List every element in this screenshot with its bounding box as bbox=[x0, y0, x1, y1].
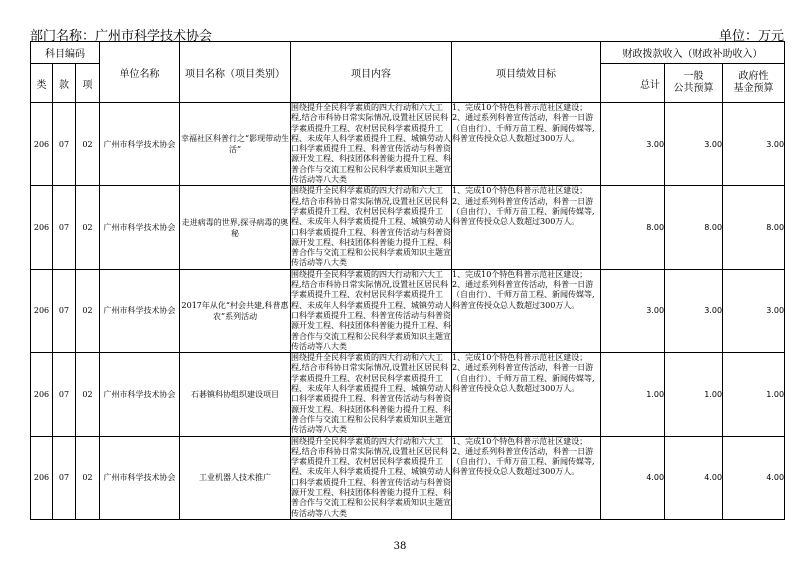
fund-budget-cell: 3.00 bbox=[723, 269, 785, 352]
table-row bbox=[31, 436, 785, 519]
lei-cell: 206 bbox=[31, 353, 53, 436]
kuan-cell: 07 bbox=[53, 436, 76, 519]
goal-cell: 1、完成10个特色科普示范社区建设；2、通过系列科普宣传活动，科普一日游（自由行）、千师万苗工程、新闻传媒等,科普宣传授众总人数超过300万人。 bbox=[452, 269, 601, 352]
xiang-cell: 02 bbox=[76, 353, 100, 436]
project-cell: 幸福社区科普行之“影现带动生活” bbox=[180, 103, 291, 186]
general-budget-header: 一般 公共预算 bbox=[665, 64, 723, 103]
kuan-cell: 07 bbox=[53, 269, 76, 352]
general-budget-cell: 8.00 bbox=[665, 186, 723, 269]
unit-cell: 广州市科学技术协会 bbox=[100, 436, 180, 519]
unit-cell: 广州市科学技术协会 bbox=[100, 269, 180, 352]
goal-cell: 1、完成10个特色科普示范社区建设；2、通过系列科普宣传活动，科普一日游（自由行）、千师万苗工程、新闻传媒等,科普宣传授众总人数超过300万人。 bbox=[452, 186, 601, 269]
unit-name-header: 单位名称 bbox=[100, 42, 180, 103]
kuan-header: 款 bbox=[53, 64, 76, 103]
project-cell: 工业机器人技术推广 bbox=[180, 436, 291, 519]
fund-budget-header: 政府性 基金预算 bbox=[723, 64, 785, 103]
unit-cell: 广州市科学技术协会 bbox=[100, 353, 180, 436]
lei-cell: 206 bbox=[31, 436, 53, 519]
fund-budget-cell: 3.00 bbox=[723, 103, 785, 186]
lei-cell: 206 bbox=[31, 103, 53, 186]
project-name-header: 项目名称（项目类别） bbox=[180, 42, 291, 103]
project-cell: 2017年从化“村会共建,科普惠农”系列活动 bbox=[180, 269, 291, 352]
table-row bbox=[31, 269, 785, 352]
total-cell: 3.00 bbox=[601, 103, 665, 186]
general-budget-cell: 1.00 bbox=[665, 353, 723, 436]
kuan-cell: 07 bbox=[53, 103, 76, 186]
general-budget-cell: 3.00 bbox=[665, 103, 723, 186]
table-row bbox=[31, 103, 785, 186]
table-row bbox=[31, 353, 785, 436]
project-goal-header: 项目绩效目标 bbox=[452, 42, 601, 103]
goal-cell: 1、完成10个特色科普示范社区建设；2、通过系列科普宣传活动，科普一日游（自由行）、千师万苗工程、新闻传媒等,科普宣传授众总人数超过300万人。 bbox=[452, 353, 601, 436]
goal-cell: 1、完成10个特色科普示范社区建设；2、通过系列科普宣传活动，科普一日游（自由行）、千师万苗工程、新闻传媒等,科普宣传授众总人数超过300万人。 bbox=[452, 103, 601, 186]
page-number: 38 bbox=[393, 541, 407, 552]
xiang-header: 项 bbox=[76, 64, 100, 103]
unit-cell: 广州市科学技术协会 bbox=[100, 186, 180, 269]
xiang-cell: 02 bbox=[76, 186, 100, 269]
table-row bbox=[31, 186, 785, 269]
fund-budget-cell: 8.00 bbox=[723, 186, 785, 269]
xiang-cell: 02 bbox=[76, 436, 100, 519]
fiscal-income-header: 财政拨款收入（财政补助收入） bbox=[601, 42, 785, 64]
department-name: 部门名称：广州市科学技术协会 bbox=[30, 29, 213, 44]
budget-table bbox=[30, 41, 785, 520]
content-cell: 围绕提升全民科学素质的四大行动和六大工程,结合市科协日常实际情况,设置社区居民科学素质提升工程、农村居民科学素质提升工程、未成年人科学素质提升工程、城镇劳动人口科学素质提升工程、科普宣传活动与科普资源开发工程、科技团体科普能力提升工程、科普合作与交流工程和公民科学素质知识主题宣传活动等八大类 bbox=[291, 436, 452, 518]
project-cell: 石碁镇科协组织建设项目 bbox=[180, 353, 291, 436]
xiang-cell: 02 bbox=[76, 103, 100, 186]
total-cell: 3.00 bbox=[601, 269, 665, 352]
lei-cell: 206 bbox=[31, 269, 53, 352]
total-header: 总计 bbox=[601, 64, 665, 103]
general-budget-cell: 4.00 bbox=[665, 436, 723, 519]
kuan-cell: 07 bbox=[53, 186, 76, 269]
unit-cell: 广州市科学技术协会 bbox=[100, 103, 180, 186]
content-cell: 围绕提升全民科学素质的四大行动和六大工程,结合市科协日常实际情况,设置社区居民科学素质提升工程、农村居民科学素质提升工程、未成年人科学素质提升工程、城镇劳动人口科学素质提升工程、科普宣传活动与科普资源开发工程、科技团体科普能力提升工程、科普合作与交流工程和公民科学素质知识主题宣传活动等八大类 bbox=[291, 103, 452, 185]
total-cell: 4.00 bbox=[601, 436, 665, 519]
total-cell: 8.00 bbox=[601, 186, 665, 269]
content-cell: 围绕提升全民科学素质的四大行动和六大工程,结合市科协日常实际情况,设置社区居民科学素质提升工程、农村居民科学素质提升工程、未成年人科学素质提升工程、城镇劳动人口科学素质提升工程、科普宣传活动与科普资源开发工程、科技团体科普能力提升工程、科普合作与交流工程和公民科学素质知识主题宣传活动等八大类 bbox=[291, 269, 452, 351]
content-cell: 围绕提升全民科学素质的四大行动和六大工程,结合市科协日常实际情况,设置社区居民科学素质提升工程、农村居民科学素质提升工程、未成年人科学素质提升工程、城镇劳动人口科学素质提升工程、科普宣传活动与科普资源开发工程、科技团体科普能力提升工程、科普合作与交流工程和公民科学素质知识主题宣传活动等八大类 bbox=[291, 186, 452, 268]
lei-header: 类 bbox=[31, 64, 53, 103]
project-content-header: 项目内容 bbox=[291, 42, 452, 103]
content-cell: 围绕提升全民科学素质的四大行动和六大工程,结合市科协日常实际情况,设置社区居民科学素质提升工程、农村居民科学素质提升工程、未成年人科学素质提升工程、城镇劳动人口科学素质提升工程、科普宣传活动与科普资源开发工程、科技团体科普能力提升工程、科普合作与交流工程和公民科学素质知识主题宣传活动等八大类 bbox=[291, 353, 452, 435]
goal-cell: 1、完成10个特色科普示范社区建设；2、通过系列科普宣传活动，科普一日游（自由行）、千师万苗工程、新闻传媒等,科普宣传授众总人数超过300万人。 bbox=[452, 436, 601, 519]
total-cell: 1.00 bbox=[601, 353, 665, 436]
general-budget-cell: 3.00 bbox=[665, 269, 723, 352]
currency-unit: 单位：万元 bbox=[718, 29, 784, 44]
subject-code-header: 科目编码 bbox=[31, 42, 100, 64]
kuan-cell: 07 bbox=[53, 353, 76, 436]
fund-budget-cell: 1.00 bbox=[723, 353, 785, 436]
project-cell: 走进病毒的世界,探寻病毒的奥秘 bbox=[180, 186, 291, 269]
lei-cell: 206 bbox=[31, 186, 53, 269]
fund-budget-cell: 4.00 bbox=[723, 436, 785, 519]
xiang-cell: 02 bbox=[76, 269, 100, 352]
